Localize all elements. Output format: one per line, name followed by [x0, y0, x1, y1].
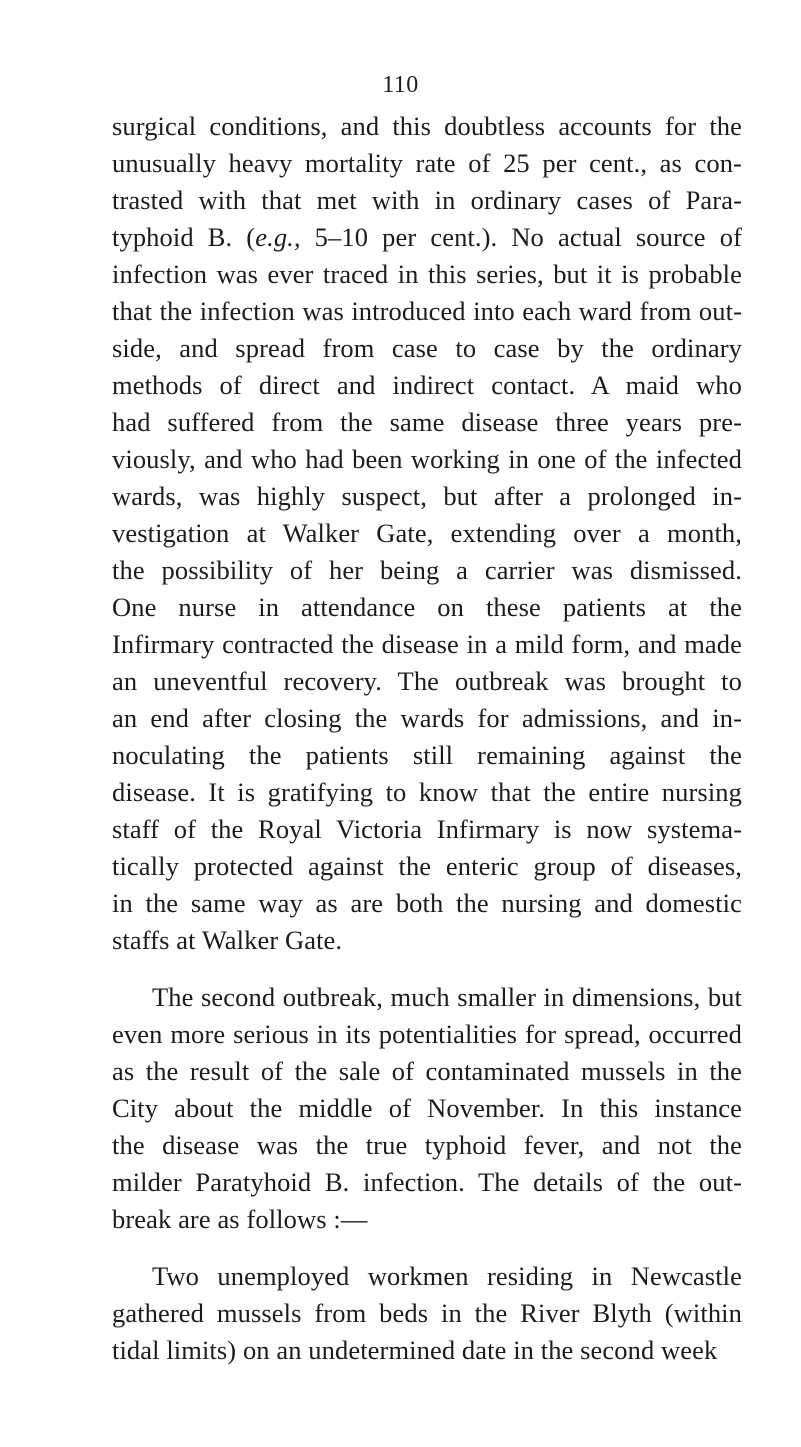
text-line: disease. It is gratifying to know that the entire nursing [112, 777, 742, 807]
text-line: viously, and who had been working in one of the infected [112, 444, 742, 474]
italic-abbreviation: e.g., [255, 222, 301, 252]
text-line: tically protected against the enteric group of diseases, [112, 851, 742, 881]
text-line: typhoid B. (e.g., 5–10 per cent.). No actual source of [112, 222, 742, 252]
text-line: vestigation at Walker Gate, extending over a month, [112, 518, 742, 548]
text-line: trasted with that met with in ordinary cases of Para- [112, 185, 742, 215]
text-line: an end after closing the wards for admissions, and in- [112, 703, 742, 733]
text-line: milder Paratyhoid B. infection. The details of the out- [112, 1167, 742, 1197]
text-line: tidal limits) on an undetermined date in the second week [112, 1335, 718, 1365]
paragraph [112, 979, 742, 1238]
body-text [112, 108, 742, 1369]
page-number: 110 [382, 72, 419, 98]
text-line: that the infection was introduced into each ward from out- [112, 296, 742, 326]
text-line: Two unemployed workmen residing in Newcastle [152, 1261, 742, 1291]
text-line: infection was ever traced in this series, but it is probable [112, 259, 742, 289]
text-line: gathered mussels from beds in the River Blyth (within [112, 1298, 742, 1328]
paragraph-gap [112, 959, 742, 979]
text-line: The second outbreak, much smaller in dimensions, but [152, 982, 742, 1012]
text-line: surgical conditions, and this doubtless accounts for the [112, 111, 742, 141]
text-line: noculating the patients still remaining against the [112, 740, 742, 770]
text-line: as the result of the sale of contaminated mussels in the [112, 1056, 742, 1086]
text-line: break are as follows :— [112, 1204, 368, 1234]
text-line: the possibility of her being a carrier was dismissed. [112, 555, 742, 585]
text-line: staffs at Walker Gate. [112, 925, 343, 955]
text-line: in the same way as are both the nursing and domestic [112, 888, 742, 918]
text-line: methods of direct and indirect contact. A maid who [112, 370, 742, 400]
text-line: Infirmary contracted the disease in a mild form, and made [112, 629, 742, 659]
text-line: even more serious in its potentialities for spread, occurred [112, 1019, 742, 1049]
text-line: City about the middle of November. In this instance [112, 1093, 742, 1123]
text-line: an uneventful recovery. The outbreak was brought to [112, 666, 742, 696]
text-line: had suffered from the same disease three years pre- [112, 407, 742, 437]
text-line: staff of the Royal Victoria Infirmary is now systema- [112, 814, 742, 844]
paragraph [112, 1258, 742, 1369]
paragraph [112, 108, 742, 959]
text-line: One nurse in attendance on these patients at the [112, 592, 742, 622]
text-line: unusually heavy mortality rate of 25 per cent., as con- [112, 148, 742, 178]
text-line: wards, was highly suspect, but after a prolonged in- [112, 481, 742, 511]
paragraph-gap [112, 1238, 742, 1258]
text-line: the disease was the true typhoid fever, and not the [112, 1130, 742, 1160]
text-line: side, and spread from case to case by the ordinary [112, 333, 742, 363]
